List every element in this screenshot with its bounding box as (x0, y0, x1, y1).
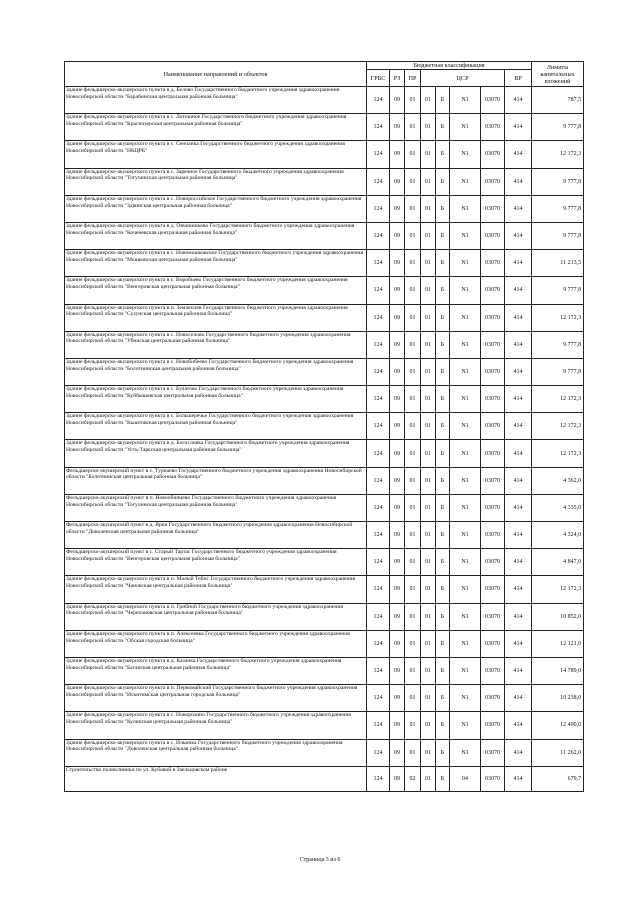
pr-cell: 01 (405, 331, 421, 358)
csr-project-cell: N1 (450, 277, 481, 304)
table-row (65, 522, 584, 549)
rz-cell: 09 (390, 195, 405, 222)
table-row (65, 630, 584, 657)
grbs-cell: 124 (367, 141, 390, 168)
rz-cell: 09 (390, 141, 405, 168)
table-body (65, 87, 584, 792)
row-name-cell: Здание фельдшерско-акушерского пункта в п. Алексеевка Государственного бюджетного учреждения здравоохранения Новосибирской области "Обская городская больница" (65, 630, 367, 657)
row-name-cell: Здание фельдшерско-акушерского пункта в п. Землеплев Государственного бюджетного учреждения здравоохранения Новосибирской области "Сузунская центральная районная больница" (65, 304, 367, 331)
csr-subprogram-cell: Б (436, 685, 450, 712)
limit-cell: 9 777,8 (532, 222, 584, 249)
csr-project-cell: N1 (450, 712, 481, 739)
grbs-cell: 124 (367, 386, 390, 413)
row-name-cell: Здание фельдшерско-акушерского пункта в с. Новороссийское Государственного бюджетного учреждения здравоохранения Новосибирской области "Здвинская центральная районная больница" (65, 195, 367, 222)
csr-code-cell: 03070 (481, 766, 505, 791)
csr-subprogram-cell: Б (436, 114, 450, 141)
rz-cell: 09 (390, 712, 405, 739)
grbs-cell: 124 (367, 766, 390, 791)
rz-cell: 09 (390, 277, 405, 304)
row-name-cell: Здание фельдшерско-акушерского пункта в с. Новомошковское Государственного бюджетного учреждения здравоохранения Новосибирской области "Мошковская центральная районная больница" (65, 250, 367, 277)
csr-subprogram-cell: Б (436, 739, 450, 766)
limit-cell: 10 238,0 (532, 685, 584, 712)
csr-program-cell: 01 (421, 685, 436, 712)
csr-program-cell: 01 (421, 413, 436, 440)
csr-subprogram-cell: Б (436, 386, 450, 413)
csr-program-cell: 01 (421, 250, 436, 277)
grbs-cell: 124 (367, 195, 390, 222)
row-name-cell: Здание фельдшерско-акушерского пункта в с. Лотошное Государственного бюджетного учреждения здравоохранения Новосибирской области "Краснозерская центральная районная больница" (65, 114, 367, 141)
csr-project-cell: N1 (450, 331, 481, 358)
limit-cell: 12 172,3 (532, 141, 584, 168)
vr-cell: 414 (505, 467, 532, 494)
table-row (65, 766, 584, 791)
csr-program-cell: 01 (421, 331, 436, 358)
csr-program-cell: 01 (421, 277, 436, 304)
csr-code-cell: 03070 (481, 358, 505, 385)
row-name-cell: Здание фельдшерско-акушерского пункта в п. Первомайский Государственного бюджетного учреждения здравоохранения Новосибирской области "Искитимская центральная городская больница" (65, 685, 367, 712)
row-name-cell: Фельдшерско-акушерский пункт в с. Турнаево Государственного бюджетного учреждения здравоохранения Новосибирской области "Болотнинская центральная районная больница" (65, 467, 367, 494)
csr-project-cell: N1 (450, 304, 481, 331)
csr-code-cell: 03070 (481, 467, 505, 494)
limit-cell: 9 777,8 (532, 195, 584, 222)
table-row (65, 739, 584, 766)
limit-cell: 11 262,0 (532, 739, 584, 766)
csr-subprogram-cell: Б (436, 141, 450, 168)
table-row (65, 467, 584, 494)
limit-cell: 787,5 (532, 87, 584, 114)
csr-project-cell: N1 (450, 549, 481, 576)
limit-cell: 4 324,0 (532, 522, 584, 549)
csr-subprogram-cell: Б (436, 603, 450, 630)
table-row (65, 657, 584, 684)
vr-cell: 414 (505, 250, 532, 277)
pr-cell: 01 (405, 440, 421, 467)
csr-subprogram-cell: Б (436, 222, 450, 249)
row-name-cell: Здание фельдшерско-акушерского пункта в д. Овчинниково Государственного бюджетного учреждения здравоохранения Новосибирской области "Коченевская центральная районная больница" (65, 222, 367, 249)
csr-subprogram-cell: Б (436, 657, 450, 684)
row-name-cell: Здание фельдшерско-акушерского пункта в д. Белово Государственного бюджетного учреждения здравоохранения Новосибирской области "Барабинская центральная районная больница" (65, 87, 367, 114)
rz-cell: 09 (390, 114, 405, 141)
limit-cell: 12 172,3 (532, 440, 584, 467)
csr-code-cell: 03070 (481, 549, 505, 576)
vr-cell: 414 (505, 685, 532, 712)
csr-code-cell: 03070 (481, 304, 505, 331)
row-name-cell: Здание фельдшерско-акушерского пункта в с. Новобибеево Государственного бюджетного учреждения здравоохранения Новосибирской области "Болотнинская центральная районная больница" (65, 358, 367, 385)
csr-subprogram-cell: Б (436, 576, 450, 603)
table-row (65, 87, 584, 114)
vr-cell: 414 (505, 712, 532, 739)
pr-cell: 01 (405, 685, 421, 712)
grbs-cell: 124 (367, 739, 390, 766)
csr-code-cell: 03070 (481, 331, 505, 358)
pr-cell: 01 (405, 141, 421, 168)
vr-cell: 414 (505, 522, 532, 549)
rz-cell: 09 (390, 494, 405, 521)
csr-project-cell: N1 (450, 195, 481, 222)
header-rz: РЗ (390, 70, 405, 87)
pr-cell: 01 (405, 603, 421, 630)
grbs-cell: 124 (367, 603, 390, 630)
table-row (65, 712, 584, 739)
pr-cell: 01 (405, 494, 421, 521)
csr-subprogram-cell: Б (436, 250, 450, 277)
csr-program-cell: 01 (421, 222, 436, 249)
grbs-cell: 124 (367, 522, 390, 549)
csr-subprogram-cell: Б (436, 712, 450, 739)
pr-cell: 01 (405, 168, 421, 195)
csr-program-cell: 01 (421, 168, 436, 195)
csr-code-cell: 03070 (481, 440, 505, 467)
limit-cell: 12 172,3 (532, 413, 584, 440)
row-name-cell: Здание фельдшерско-акушерского пункта в д. Казанка Государственного бюджетного учреждения здравоохранения Новосибирской области "Баганская центральная районная больница" (65, 657, 367, 684)
csr-program-cell: 01 (421, 712, 436, 739)
pr-cell: 02 (405, 766, 421, 791)
limit-cell: 12 490,0 (532, 712, 584, 739)
csr-project-cell: N1 (450, 250, 481, 277)
header-limit: Лимиты капитальных вложений (532, 62, 584, 87)
row-name-cell: Здание фельдшерско-акушерского пункта в с. Заречное Государственного бюджетного учреждения здравоохранения Новосибирской области "Тогучинская центральная районная больница" (65, 168, 367, 195)
csr-project-cell: N1 (450, 522, 481, 549)
table-row (65, 195, 584, 222)
csr-project-cell: N1 (450, 114, 481, 141)
csr-code-cell: 03070 (481, 603, 505, 630)
pr-cell: 01 (405, 467, 421, 494)
limit-cell: 12 172,3 (532, 576, 584, 603)
pr-cell: 01 (405, 250, 421, 277)
row-name-cell: Здание фельдшерско-акушерского пункта в с. Большеречье Государственного бюджетного учреждения здравоохранения Новосибирской области "Кыштовская центральная районная больница" (65, 413, 367, 440)
csr-subprogram-cell: Б (436, 304, 450, 331)
limit-cell: 12 172,3 (532, 386, 584, 413)
grbs-cell: 124 (367, 250, 390, 277)
table-row (65, 141, 584, 168)
pr-cell: 01 (405, 87, 421, 114)
csr-project-cell: N1 (450, 358, 481, 385)
csr-code-cell: 03070 (481, 413, 505, 440)
row-name-cell: Здание фельдшерско-акушерского пункта в п. Грибной Государственного бюджетного учреждения здравоохранения Новосибирской области "Черепановская центральная районная больница" (65, 603, 367, 630)
rz-cell: 09 (390, 766, 405, 791)
csr-subprogram-cell: Б (436, 277, 450, 304)
rz-cell: 09 (390, 739, 405, 766)
vr-cell: 414 (505, 440, 532, 467)
pr-cell: 01 (405, 222, 421, 249)
table-row (65, 331, 584, 358)
table-row (65, 386, 584, 413)
csr-program-cell: 01 (421, 440, 436, 467)
vr-cell: 414 (505, 386, 532, 413)
header-pr: ПР (405, 70, 421, 87)
table-row (65, 494, 584, 521)
vr-cell: 414 (505, 739, 532, 766)
csr-program-cell: 01 (421, 766, 436, 791)
csr-subprogram-cell: Б (436, 358, 450, 385)
rz-cell: 09 (390, 250, 405, 277)
row-name-cell: Здание фельдшерско-акушерского пункта в с. Ильинка Государственного бюджетного учреждения здравоохранения Новосибирской области "Доволенская центральная районная больница" (65, 739, 367, 766)
vr-cell: 414 (505, 195, 532, 222)
csr-program-cell: 01 (421, 739, 436, 766)
table-row (65, 304, 584, 331)
csr-project-cell: N1 (450, 576, 481, 603)
table-row (65, 603, 584, 630)
csr-project-cell: N1 (450, 440, 481, 467)
table-row (65, 358, 584, 385)
csr-program-cell: 01 (421, 576, 436, 603)
table-row (65, 440, 584, 467)
rz-cell: 09 (390, 467, 405, 494)
csr-code-cell: 03070 (481, 739, 505, 766)
row-name-cell: Здание фельдшерско-акушерского пункта в с. Новорозино Государственного бюджетного учреждения здравоохранения Новосибирской области "Кулинская центральная районная больница" (65, 712, 367, 739)
limit-cell: 9 777,8 (532, 114, 584, 141)
grbs-cell: 124 (367, 549, 390, 576)
pr-cell: 01 (405, 195, 421, 222)
vr-cell: 414 (505, 222, 532, 249)
csr-code-cell: 03070 (481, 630, 505, 657)
grbs-cell: 124 (367, 657, 390, 684)
csr-subprogram-cell: Б (436, 87, 450, 114)
csr-code-cell: 03070 (481, 168, 505, 195)
table-row (65, 250, 584, 277)
csr-project-cell: N1 (450, 222, 481, 249)
grbs-cell: 124 (367, 331, 390, 358)
vr-cell: 414 (505, 549, 532, 576)
table-row (65, 277, 584, 304)
rz-cell: 09 (390, 685, 405, 712)
grbs-cell: 124 (367, 168, 390, 195)
limit-cell: 14 789,0 (532, 657, 584, 684)
pr-cell: 01 (405, 277, 421, 304)
limit-cell: 10 852,0 (532, 603, 584, 630)
rz-cell: 09 (390, 304, 405, 331)
csr-project-cell: 04 (450, 766, 481, 791)
vr-cell: 414 (505, 576, 532, 603)
table-row (65, 222, 584, 249)
csr-subprogram-cell: Б (436, 522, 450, 549)
csr-subprogram-cell: Б (436, 630, 450, 657)
limit-cell: 12 172,3 (532, 304, 584, 331)
csr-subprogram-cell: Б (436, 494, 450, 521)
csr-code-cell: 03070 (481, 222, 505, 249)
grbs-cell: 124 (367, 114, 390, 141)
pr-cell: 01 (405, 304, 421, 331)
vr-cell: 414 (505, 358, 532, 385)
header-grbs: ГРБС (367, 70, 390, 87)
grbs-cell: 124 (367, 222, 390, 249)
table-row (65, 549, 584, 576)
csr-program-cell: 01 (421, 494, 436, 521)
vr-cell: 414 (505, 603, 532, 630)
header-name: Наименование направлений и объектов (65, 62, 367, 87)
grbs-cell: 124 (367, 440, 390, 467)
row-name-cell: Здание фельдшерско-акушерского пункта в п. Малый Тебис Государственного бюджетного учреждения здравоохранения Новосибирской области "Чановская центральная районная больница" (65, 576, 367, 603)
pr-cell: 01 (405, 630, 421, 657)
limit-cell: 12 121,0 (532, 630, 584, 657)
grbs-cell: 124 (367, 413, 390, 440)
limit-cell: 9 777,8 (532, 358, 584, 385)
rz-cell: 09 (390, 549, 405, 576)
table-row (65, 114, 584, 141)
pr-cell: 01 (405, 386, 421, 413)
limit-cell: 4 335,0 (532, 494, 584, 521)
row-name-cell: Здание фельдшерско-акушерского пункта в с. Булатово Государственного бюджетного учреждения здравоохранения Новосибирской области "Куйбышевская центральная районная больница" (65, 386, 367, 413)
rz-cell: 09 (390, 576, 405, 603)
csr-code-cell: 03070 (481, 657, 505, 684)
row-name-cell: Здание фельдшерско-акушерского пункта в с. Новоселово Государственного бюджетного учреждения здравоохранения Новосибирской области "Убинская центральная районная больница" (65, 331, 367, 358)
vr-cell: 414 (505, 766, 532, 791)
csr-project-cell: N1 (450, 141, 481, 168)
limit-cell: 9 777,8 (532, 331, 584, 358)
pr-cell: 01 (405, 114, 421, 141)
csr-code-cell: 03070 (481, 195, 505, 222)
pr-cell: 01 (405, 522, 421, 549)
csr-code-cell: 03070 (481, 114, 505, 141)
grbs-cell: 124 (367, 712, 390, 739)
rz-cell: 09 (390, 87, 405, 114)
csr-code-cell: 03070 (481, 250, 505, 277)
csr-code-cell: 03070 (481, 277, 505, 304)
vr-cell: 414 (505, 304, 532, 331)
table-row (65, 685, 584, 712)
csr-program-cell: 01 (421, 386, 436, 413)
rz-cell: 09 (390, 440, 405, 467)
limit-cell: 9 777,8 (532, 168, 584, 195)
csr-project-cell: N1 (450, 168, 481, 195)
csr-program-cell: 01 (421, 358, 436, 385)
page-number: Страница 3 из 6 (299, 857, 341, 863)
header-budget-classification: Бюджетная классификация (367, 62, 532, 70)
rz-cell: 09 (390, 413, 405, 440)
rz-cell: 09 (390, 168, 405, 195)
vr-cell: 414 (505, 87, 532, 114)
limit-cell: 4 847,0 (532, 549, 584, 576)
csr-program-cell: 01 (421, 630, 436, 657)
csr-project-cell: N1 (450, 657, 481, 684)
csr-code-cell: 03070 (481, 141, 505, 168)
csr-subprogram-cell: Б (436, 766, 450, 791)
pr-cell: 01 (405, 576, 421, 603)
row-name-cell: Строительство поликлиники по ул. Кубовой в Заельцовском районе (65, 766, 367, 791)
table-row (65, 576, 584, 603)
rz-cell: 09 (390, 386, 405, 413)
vr-cell: 414 (505, 331, 532, 358)
grbs-cell: 124 (367, 358, 390, 385)
grbs-cell: 124 (367, 87, 390, 114)
row-name-cell: Фельдшерско-акушерский пункт в п. Новообинцево Государственного бюджетного учреждения здравоохранения Новосибирской области "Тогучинская центральная районная больница" (65, 494, 367, 521)
csr-code-cell: 03070 (481, 576, 505, 603)
vr-cell: 414 (505, 494, 532, 521)
csr-project-cell: N1 (450, 630, 481, 657)
header-csr: ЦСР (421, 70, 505, 87)
csr-subprogram-cell: Б (436, 168, 450, 195)
csr-subprogram-cell: Б (436, 331, 450, 358)
pr-cell: 01 (405, 657, 421, 684)
csr-project-cell: N1 (450, 685, 481, 712)
csr-subprogram-cell: Б (436, 467, 450, 494)
csr-subprogram-cell: Б (436, 195, 450, 222)
csr-code-cell: 03070 (481, 712, 505, 739)
vr-cell: 414 (505, 277, 532, 304)
csr-project-cell: N1 (450, 603, 481, 630)
grbs-cell: 124 (367, 630, 390, 657)
row-name-cell: Фельдшерско-акушерский пункт в с. Старый Тартас Государственного бюджетного учреждения здравоохранения Новосибирской области "Венгеровская центральная районная больница" (65, 549, 367, 576)
grbs-cell: 124 (367, 467, 390, 494)
vr-cell: 414 (505, 657, 532, 684)
vr-cell: 414 (505, 413, 532, 440)
csr-program-cell: 01 (421, 87, 436, 114)
row-name-cell: Здание фельдшерско-акушерского пункта в с. Сенчанка Государственного бюджетного учреждения здравоохранения Новосибирской области "НКЦРБ" (65, 141, 367, 168)
grbs-cell: 124 (367, 304, 390, 331)
rz-cell: 09 (390, 657, 405, 684)
csr-program-cell: 01 (421, 141, 436, 168)
rz-cell: 09 (390, 222, 405, 249)
rz-cell: 09 (390, 603, 405, 630)
rz-cell: 09 (390, 522, 405, 549)
limit-cell: 11 213,5 (532, 250, 584, 277)
table-row (65, 168, 584, 195)
header-vr: ВР (505, 70, 532, 87)
csr-program-cell: 01 (421, 467, 436, 494)
csr-program-cell: 01 (421, 304, 436, 331)
pr-cell: 01 (405, 358, 421, 385)
row-name-cell: Фельдшерско-акушерский пункт в д. Ярки Государственного бюджетного учреждения здравоохранения Новосибирской области "Доволенская центральная районная больница" (65, 522, 367, 549)
csr-program-cell: 01 (421, 657, 436, 684)
csr-code-cell: 03070 (481, 386, 505, 413)
row-name-cell: Здание фельдшерско-акушерского пункта в с. Воробьево Государственного бюджетного учреждения здравоохранения Новосибирской области "Венгеровская центральная районная больница" (65, 277, 367, 304)
grbs-cell: 124 (367, 494, 390, 521)
rz-cell: 09 (390, 358, 405, 385)
limit-cell: 9 777,8 (532, 277, 584, 304)
csr-code-cell: 03070 (481, 685, 505, 712)
csr-project-cell: N1 (450, 386, 481, 413)
budget-table (64, 61, 584, 792)
pr-cell: 01 (405, 739, 421, 766)
csr-code-cell: 03070 (481, 87, 505, 114)
limit-cell: 4 362,0 (532, 467, 584, 494)
csr-program-cell: 01 (421, 549, 436, 576)
csr-subprogram-cell: Б (436, 549, 450, 576)
csr-code-cell: 03070 (481, 494, 505, 521)
csr-project-cell: N1 (450, 87, 481, 114)
rz-cell: 09 (390, 630, 405, 657)
csr-code-cell: 03070 (481, 522, 505, 549)
pr-cell: 01 (405, 712, 421, 739)
vr-cell: 414 (505, 141, 532, 168)
rz-cell: 09 (390, 331, 405, 358)
row-name-cell: Здание фельдшерско-акушерского пункта в д. Богословка Государственного бюджетного учреждения здравоохранения Новосибирской области "Усть-Таркская центральная районная больница" (65, 440, 367, 467)
pr-cell: 01 (405, 549, 421, 576)
csr-project-cell: N1 (450, 467, 481, 494)
csr-program-cell: 01 (421, 603, 436, 630)
csr-project-cell: N1 (450, 413, 481, 440)
pr-cell: 01 (405, 413, 421, 440)
csr-subprogram-cell: Б (436, 440, 450, 467)
vr-cell: 414 (505, 630, 532, 657)
csr-project-cell: N1 (450, 739, 481, 766)
grbs-cell: 124 (367, 576, 390, 603)
csr-project-cell: N1 (450, 494, 481, 521)
csr-subprogram-cell: Б (436, 413, 450, 440)
limit-cell: 679,7 (532, 766, 584, 791)
csr-program-cell: 01 (421, 522, 436, 549)
vr-cell: 414 (505, 168, 532, 195)
table-row (65, 413, 584, 440)
csr-program-cell: 01 (421, 114, 436, 141)
vr-cell: 414 (505, 114, 532, 141)
grbs-cell: 124 (367, 277, 390, 304)
table-header (65, 62, 584, 87)
grbs-cell: 124 (367, 685, 390, 712)
csr-program-cell: 01 (421, 195, 436, 222)
